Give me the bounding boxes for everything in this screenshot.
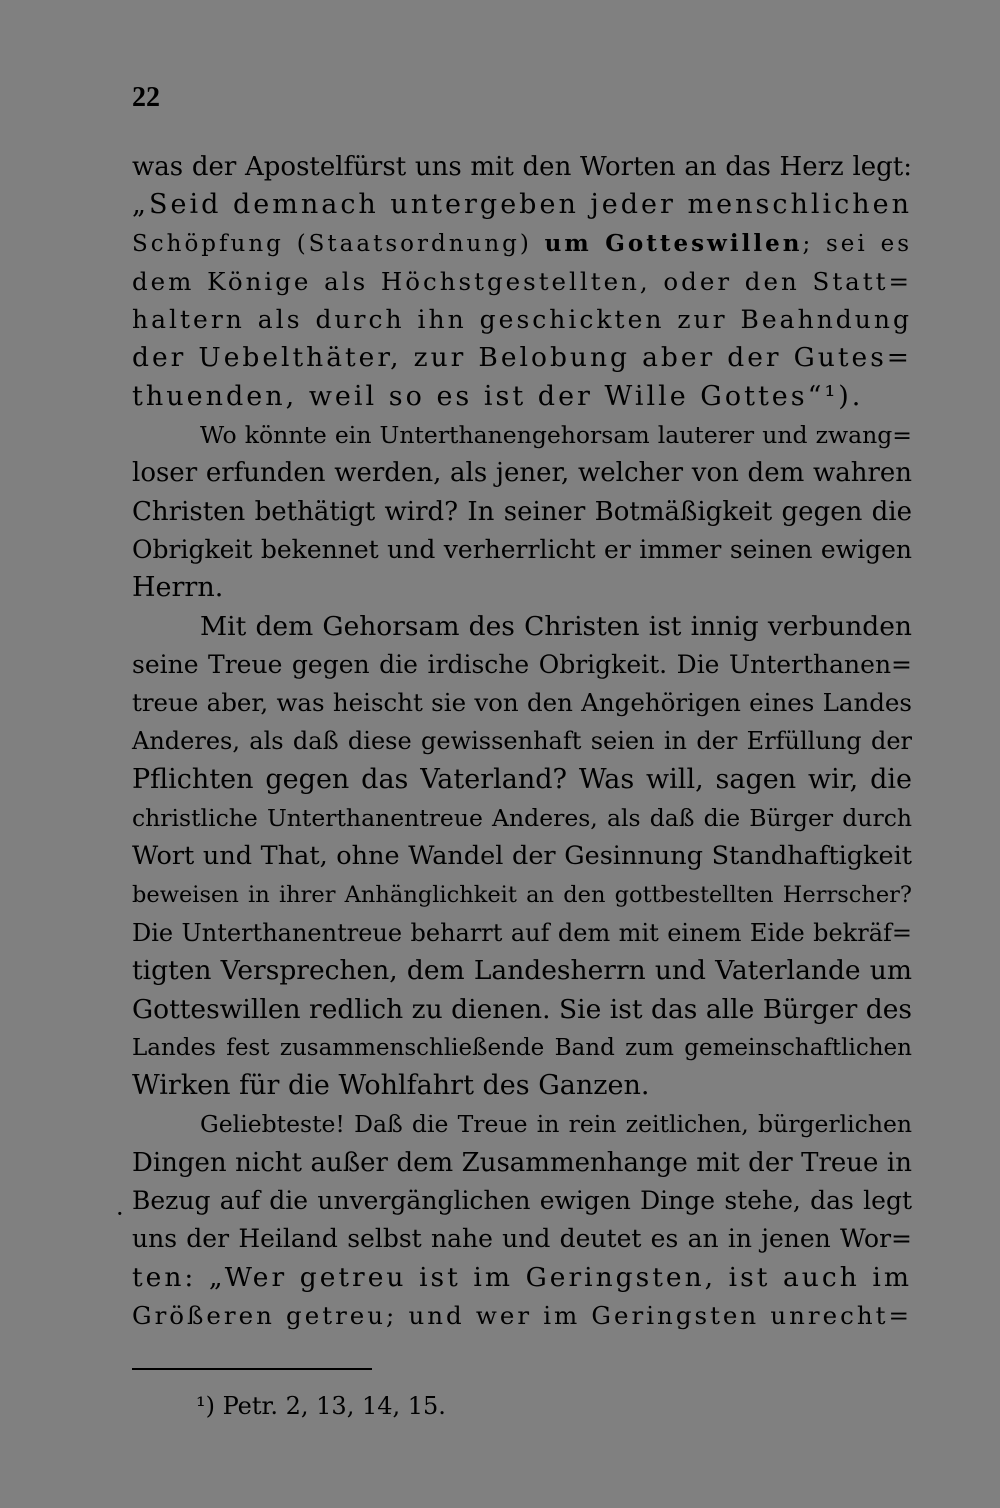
text-span: Schöpfung (Staatsordnung) xyxy=(132,230,545,257)
text-line: Wort und That, ohne Wandel der Gesinnung Standhaftigkeit xyxy=(132,841,912,872)
text-line: Gotteswillen redlich zu dienen. Sie ist das alle Bürger des xyxy=(132,993,912,1025)
text-line: Die Unterthanentreue beharrt auf dem mit einem Eide bekräf= xyxy=(132,918,912,947)
text-line: christliche Unterthanentreue Anderes, als daß die Bürger durch xyxy=(132,804,912,833)
text-span: ; sei es xyxy=(802,230,913,257)
text-line: Obrigkeit bekennet und verherrlicht er immer seinen ewigen xyxy=(132,534,912,564)
text-line: tigten Versprechen, dem Landesherrn und Vaterlande um xyxy=(132,955,912,987)
margin-mark: · xyxy=(116,1200,124,1228)
text-line: Dingen nicht außer dem Zusammenhange mit der Treue in xyxy=(132,1147,912,1178)
text-line: Landes fest zusammenschließende Band zum gemeinschaftlichen xyxy=(132,1034,912,1061)
emphasis-text: um Gotteswillen xyxy=(544,229,803,257)
text-line: Geliebteste! Daß die Treue in rein zeitlichen, bürgerlichen xyxy=(200,1110,912,1139)
text-line: Größeren getreu; und wer im Geringsten unrecht= xyxy=(132,1300,912,1330)
text-line: seine Treue gegen die irdische Obrigkeit. Die Unterthanen= xyxy=(132,649,912,679)
text-line: der Uebelthäter, zur Belobung aber der Gutes= xyxy=(132,342,912,374)
footnote: ¹) Petr. 2, 13, 14, 15. xyxy=(196,1392,446,1420)
text-line: Bezug auf die unvergänglichen ewigen Dinge stehe, das legt xyxy=(132,1186,912,1216)
text-line: Wo könnte ein Unterthanengehorsam lauterer und zwang= xyxy=(200,421,912,450)
text-line: beweisen in ihrer Anhänglichkeit an den gottbestellten Herrscher? xyxy=(132,881,912,908)
text-line: was der Apostelfürst uns mit den Worten an das Herz legt: xyxy=(132,152,912,182)
footnote-divider xyxy=(132,1368,372,1370)
text-line: Christen bethätigt wird? In seiner Botmäßigkeit gegen die xyxy=(132,496,912,527)
text-line: dem Könige als Höchstgestellten, oder den Statt= xyxy=(132,266,912,296)
text-line: ten: „Wer getreu ist im Geringsten, ist auch im xyxy=(132,1261,912,1293)
text-line: haltern als durch ihn geschickten zur Beahndung xyxy=(132,305,912,335)
text-line: treue aber, was heischt sie von den Angehörigen eines Landes xyxy=(132,688,912,718)
text-line-with-emphasis xyxy=(132,225,912,263)
text-line: „Seid demnach untergeben jeder menschlichen xyxy=(132,189,913,221)
text-line: Wirken für die Wohlfahrt des Ganzen. xyxy=(132,1070,650,1102)
text-line: Pflichten gegen das Vaterland? Was will, sagen wir, die xyxy=(132,763,912,795)
text-line: Herrn. xyxy=(132,572,224,604)
text-line: Mit dem Gehorsam des Christen ist innig verbunden xyxy=(200,610,912,642)
text-line: loser erfunden werden, als jener, welcher von dem wahren xyxy=(132,458,912,489)
body-text xyxy=(132,148,912,1335)
page-number: 22 xyxy=(132,82,160,113)
text-line: Anderes, als daß diese gewissenhaft seien in der Erfüllung der xyxy=(132,727,912,756)
text-line: thuenden, weil so es ist der Wille Gottes“¹). xyxy=(132,380,864,412)
text-line: uns der Heiland selbst nahe und deutet es an in jenen Wor= xyxy=(132,1224,912,1254)
